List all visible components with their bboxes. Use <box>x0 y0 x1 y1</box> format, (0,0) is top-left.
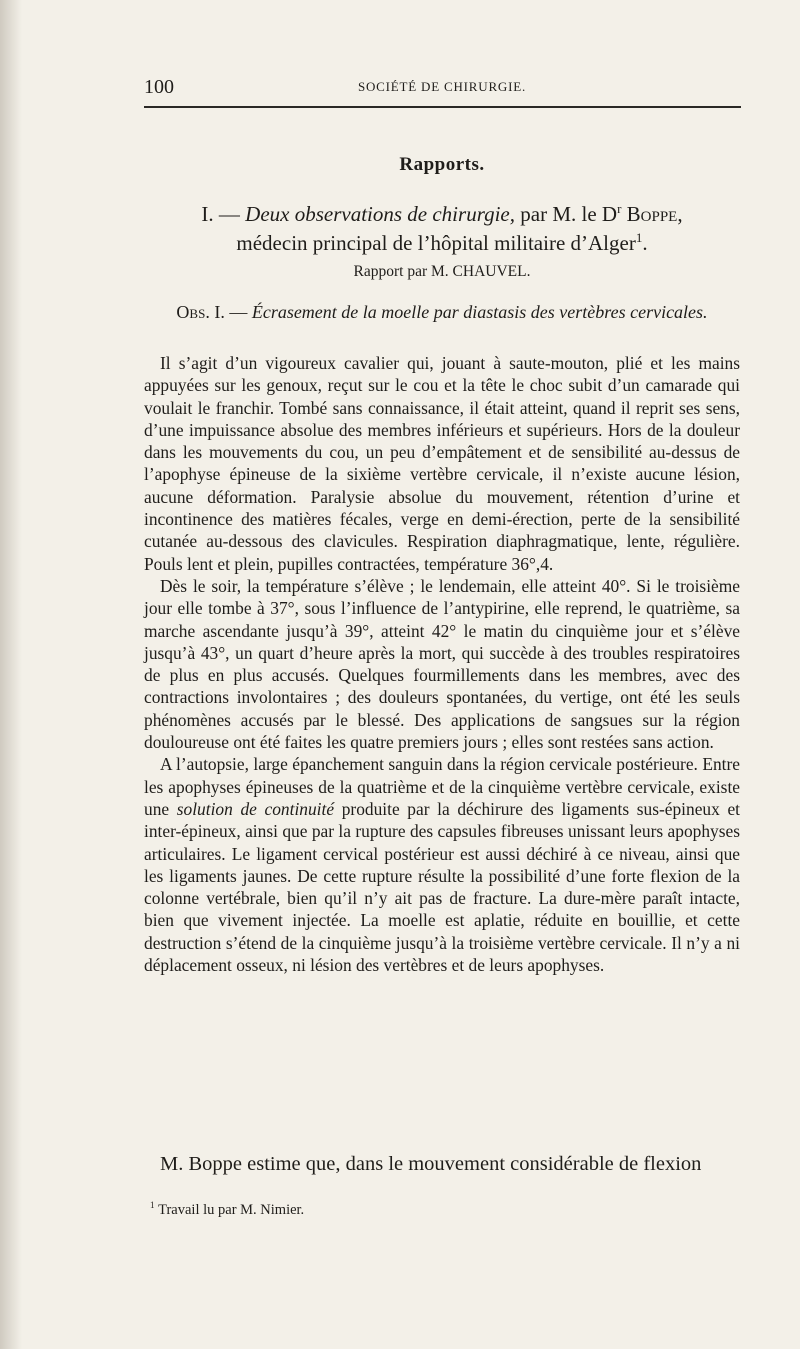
reporter-line: Rapport par M. CHAUVEL. <box>353 263 531 280</box>
autopsy-text-end: produite par la déchirure des ligaments sus-épineux et inter-épineux, ainsi que par la rupture des capsules fibreuses unissant leurs apophyses articulaires. Le ligament cervical postérieur est aussi déchiré à ce niveau, ainsi que les ligaments jaunes. De cette rupture résulte la possibilité d’une forte flexion de la colonne vertébrale, bien qu’il n’y ait pas de fracture. La dure-mère paraît intacte, bien que vivement injectée. La moelle est aplatie, réduite en bouillie, et cette destruction s’étend de la cinquième jusqu’à la troisième vertèbre cervicale. Il n’y a ni déplacement osseux, ni lésion des vertèbres et de leurs apophyses. <box>144 798 740 976</box>
article-by: par M. le D <box>515 202 618 226</box>
observation-title: Écrasement de la moelle par diastasis des vertèbres cervicales. <box>251 302 708 322</box>
footnote-reference: 1 <box>635 230 643 245</box>
footnote <box>150 1202 304 1219</box>
page-shadow-edge <box>0 0 22 1349</box>
body-text <box>144 352 740 976</box>
author-name: Boppe, <box>626 202 683 226</box>
paragraph-clinical-course: Dès le soir, la température s’élève ; le lendemain, elle atteint 40°. Si le troisième jour elle tombe à 37°, sous l’influence de l’antypirine, elle reprend, le quatrième, sa marche ascendante jusqu’à 39°, atteint 42° le matin du cinquième jour et s’élève jusqu’à 43°, un quart d’heure après la mort, qui succède à des troubles respiratoires de plus en plus accusés. Quelques fourmillements dans les membres, avec des contractions involontaires ; des douleurs spontanées, du vertige, ont été les seuls phénomènes accusés par le blessé. Des applications de sangsues sur la région douloureuse ont été faites les quatre premiers jours ; elles sont restées sans action. <box>144 575 740 753</box>
article-number: I. — <box>201 202 246 226</box>
observation-label: Obs. I. — <box>176 302 252 322</box>
running-header <box>144 74 740 102</box>
closing-line: M. Boppe estime que, dans le mouvement considérable de flexion <box>160 1153 702 1175</box>
author-affiliation: médecin principal de l’hôpital militaire d’Alger <box>236 231 636 255</box>
page-number: 100 <box>144 76 174 98</box>
running-head-title: SOCIÉTÉ DE CHIRURGIE. <box>357 79 527 94</box>
footnote-mark: 1 <box>150 1200 155 1211</box>
article-heading <box>144 200 740 258</box>
article-title: Deux observations de chirurgie, <box>245 202 515 226</box>
paragraph-case-description: Il s’agit d’un vigoureux cavalier qui, jouant à saute-mouton, plié et les mains appuyées sur les genoux, reçut sur le cou et la tête le choc subit d’un camarade qui voulait le franchir. Tombé sans connaissance, il était atteint, quand il reprit ses sens, d’une impuissance absolue des membres inférieurs et supérieurs. Hors de la douleur dans les mouvements du cou, un peu d’empâtement et de sensibilité au-dessus de l’apophyse épineuse de la sixième vertèbre cervicale, il n’existe aucune lésion, aucune déformation. Paralysie absolue du mouvement, rétention d’urine et incontinence des matières fécales, verge en demi-érection, perte de la sensibilité cutanée au-dessous des clavicules. Respiration diaphragmatique, lente, régulière. Pouls lent et plein, pupilles contractées, température 36°,4. <box>144 353 740 574</box>
footnote-text: Travail lu par M. Nimier. <box>158 1202 305 1218</box>
autopsy-italic-term: solution de continuité <box>176 798 335 819</box>
affiliation-period: . <box>642 231 648 255</box>
observation-heading <box>144 301 740 323</box>
paragraph-autopsy <box>144 753 740 976</box>
section-title: Rapports. <box>399 154 485 175</box>
autopsy-text-start: A l’autopsie, large épanchement sanguin dans la région cervicale postérieure. Entre les apophyses épineuses de la quatrième et de la cinquième vertèbre cervicale, existe une <box>144 754 740 819</box>
doctor-superscript: r <box>617 201 622 216</box>
header-rule <box>144 106 741 108</box>
